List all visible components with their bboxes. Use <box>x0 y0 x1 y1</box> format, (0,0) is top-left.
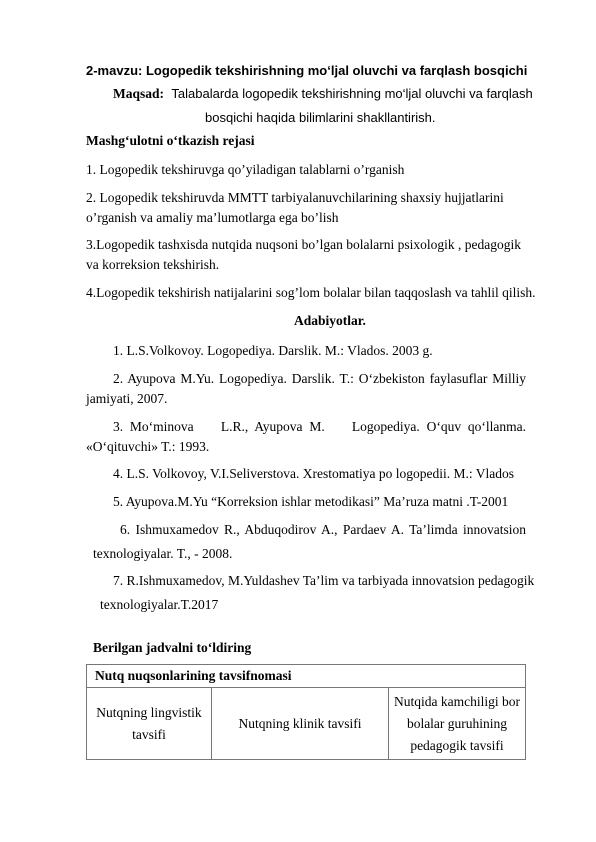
table-title: Nutq nuqsonlarining tavsifnomasi <box>87 665 526 688</box>
reference-7-line-2: texnologiyalar.T.2017 <box>100 597 219 612</box>
plan-item-4: 4.Logopedik tekshirish natijalarini sog’lom bolalar bilan taqqoslash va tahlil qilish. <box>86 285 536 300</box>
goal-line-1 <box>113 86 533 102</box>
plan-item-2-line-1: 2. Logopedik tekshiruvda MMTT tarbiyalanuvchilarining shaxsiy hujjatlarini <box>86 190 504 205</box>
column-linguistic-line-2: tavsifi <box>132 726 166 742</box>
description-table <box>86 664 526 760</box>
reference-4: 4. L.S. Volkovoy, V.I.Seliverstova. Xrestomatiya po logopedii. M.: Vlados <box>113 466 514 481</box>
column-pedagogical <box>389 688 526 760</box>
reference-3-line-1: 3. Mo‘minova L.R., Ayupova M. Logopediya. O‘quv qo‘llanma. <box>113 419 526 434</box>
task-heading: Berilgan jadvalni to‘ldiring <box>93 640 252 655</box>
goal-label: Maqsad: <box>113 86 165 101</box>
reference-2-line-2: jamiyati, 2007. <box>86 391 168 406</box>
references-heading: Adabiyotlar. <box>294 313 366 328</box>
column-pedagogical-line-1: Nutqida kamchiligi bor <box>394 693 520 709</box>
reference-2-line-1: 2. Ayupova M.Yu. Logopediya. Darslik. T.: O‘zbekiston faylasuflar Milliy <box>113 371 526 386</box>
reference-7-line-1: 7. R.Ishmuxamedov, M.Yuldashev Ta’lim va tarbiyada innovatsion pedagogik <box>113 573 535 588</box>
page-title: 2-mavzu: Logopedik tekshirishning mo‘ljal oluvchi va farqlash bosqichi <box>86 63 528 78</box>
reference-1: 1. L.S.Volkovoy. Logopediya. Darslik. M.: Vlados. 2003 g. <box>113 343 433 358</box>
column-pedagogical-line-3: pedagogik tavsifi <box>410 737 504 753</box>
goal-text-2: bosqichi haqida bilimlarini shakllantirish. <box>205 110 436 125</box>
column-clinical <box>212 688 389 760</box>
reference-6-line-2: texnologiyalar. T., - 2008. <box>93 546 233 561</box>
reference-5: 5. Ayupova.M.Yu “Korreksion ishlar metodikasi” Ma’ruza matni .T-2001 <box>113 494 509 509</box>
reference-6-line-1: 6. Ishmuxamedov R., Abduqodirov A., Pardaev A. Ta’limda innovatsion <box>120 522 526 537</box>
plan-item-1: 1. Logopedik tekshiruvga qo’yiladigan talablarni o’rganish <box>86 162 405 177</box>
plan-heading: Mashg‘ulotni o‘tkazish rejasi <box>86 133 255 148</box>
column-pedagogical-line-2: bolalar guruhining <box>406 715 508 731</box>
plan-item-3-line-1: 3.Logopedik tashxisda nutqida nuqsoni bo’lgan bolalarni psixologik , pedagogik <box>86 237 521 252</box>
plan-item-3-line-2: va korreksion tekshirish. <box>86 257 220 272</box>
column-linguistic <box>87 688 212 760</box>
plan-item-2-line-2: o’rganish va amaliy ma’lumotlarga ega bo’lish <box>86 210 339 225</box>
column-clinical-line-1: Nutqning klinik tavsifi <box>238 715 362 731</box>
reference-3-line-2: «O‘qituvchi» T.: 1993. <box>86 439 210 454</box>
goal-text-1: Talabalarda logopedik tekshirishning mo‘ljal oluvchi va farqlash <box>171 86 533 101</box>
column-linguistic-line-1: Nutqning lingvistik <box>96 704 202 720</box>
